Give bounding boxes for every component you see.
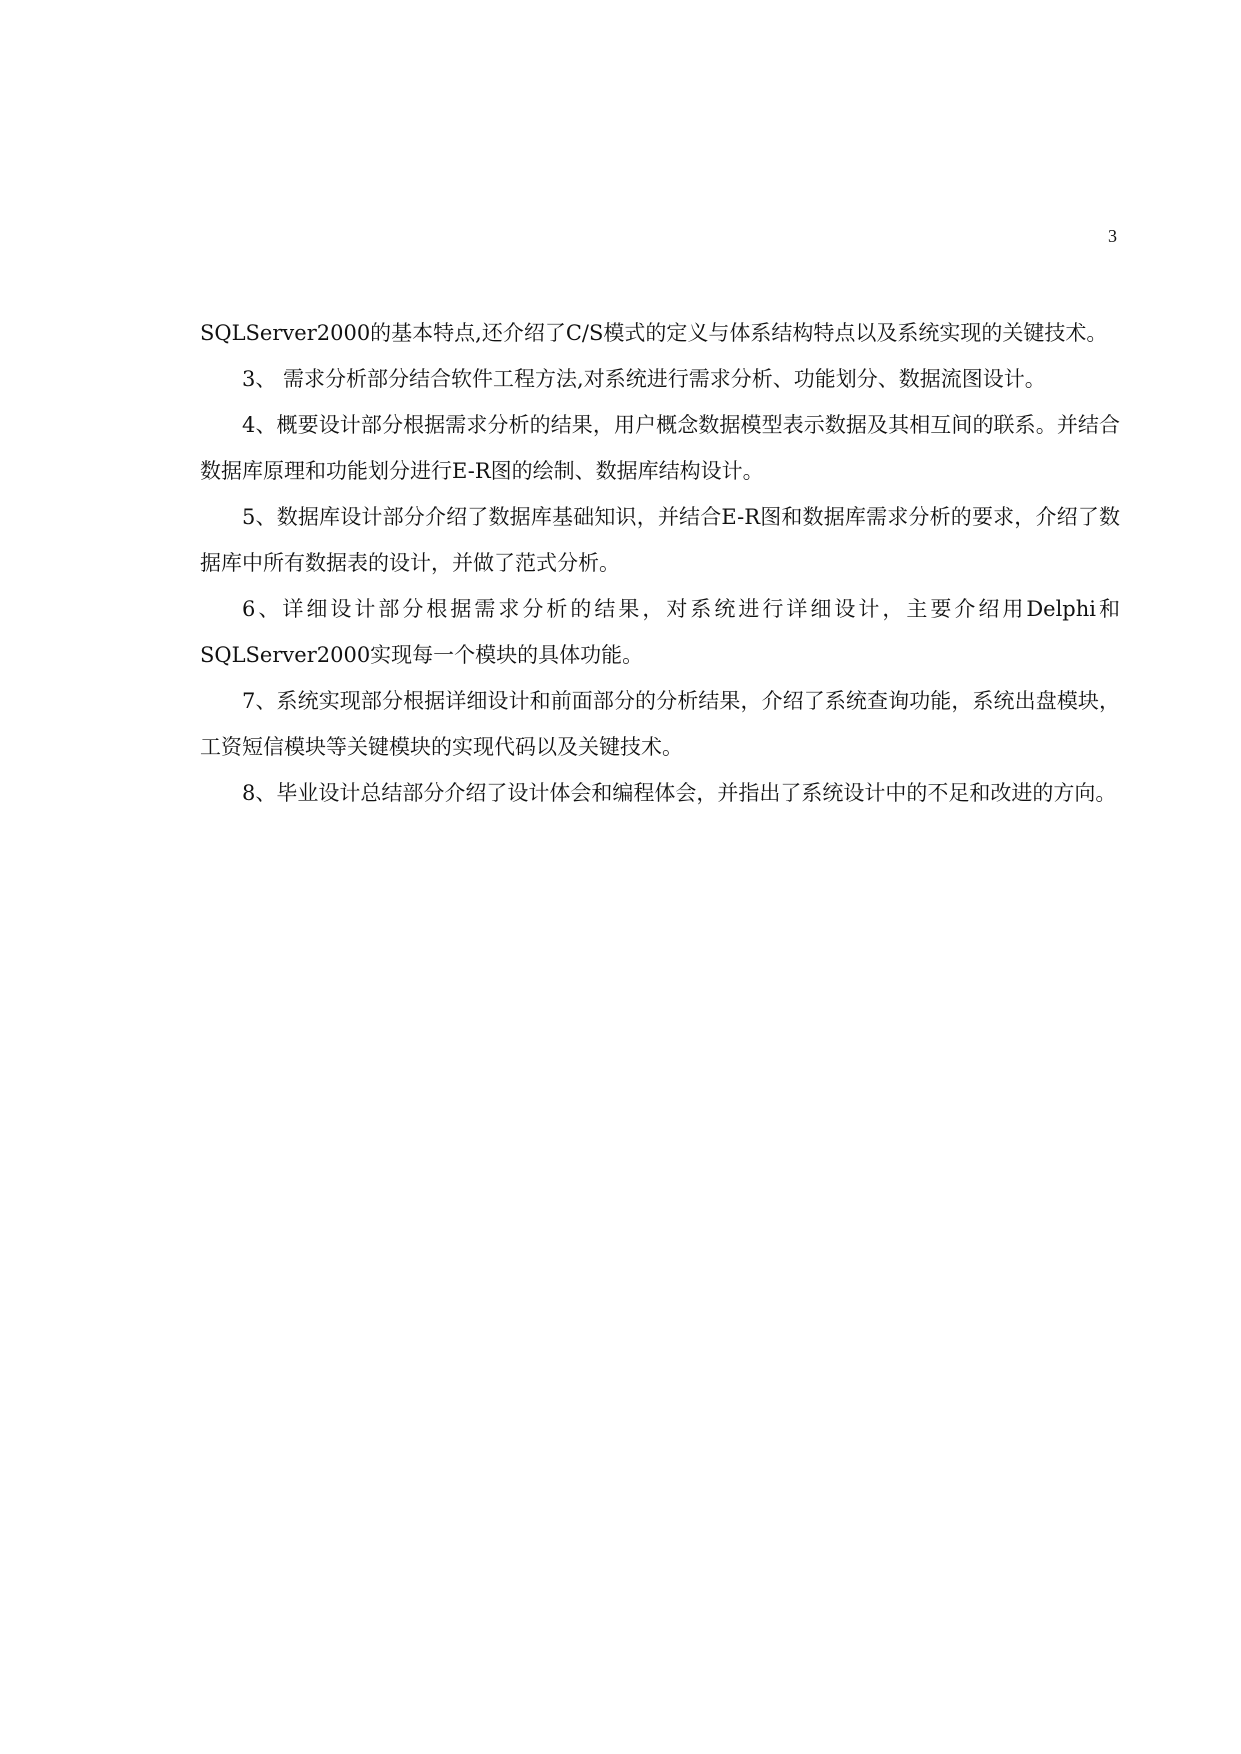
paragraph-system-implementation: 7、系统实现部分根据详细设计和前面部分的分析结果，介绍了系统查询功能，系统出盘模块，工资短信模块等关键模块的实现代码以及关键技术。	[200, 689, 1120, 759]
body-text	[200, 310, 1120, 816]
paragraph-outline-design: 4、概要设计部分根据需求分析的结果，用户概念数据模型表示数据及其相互间的联系。并结合数据库原理和功能划分进行E-R图的绘制、数据库结构设计。	[200, 413, 1120, 483]
paragraph-detailed-design: 6、详细设计部分根据需求分析的结果，对系统进行详细设计，主要介绍用Delphi和SQLServer2000实现每一个模块的具体功能。	[200, 597, 1120, 667]
paragraph-continuation: SQLServer2000的基本特点,还介绍了C/S模式的定义与体系结构特点以及系统实现的关键技术。	[200, 321, 1108, 345]
paragraph-summary: 8、毕业设计总结部分介绍了设计体会和编程体会，并指出了系统设计中的不足和改进的方向。	[242, 781, 1117, 805]
paragraph-database-design: 5、数据库设计部分介绍了数据库基础知识，并结合E-R图和数据库需求分析的要求，介绍了数据库中所有数据表的设计，并做了范式分析。	[200, 505, 1120, 575]
paragraph-requirements-analysis: 3、 需求分析部分结合软件工程方法,对系统进行需求分析、功能划分、数据流图设计。	[242, 367, 1046, 391]
page-number: 3	[1108, 226, 1117, 246]
